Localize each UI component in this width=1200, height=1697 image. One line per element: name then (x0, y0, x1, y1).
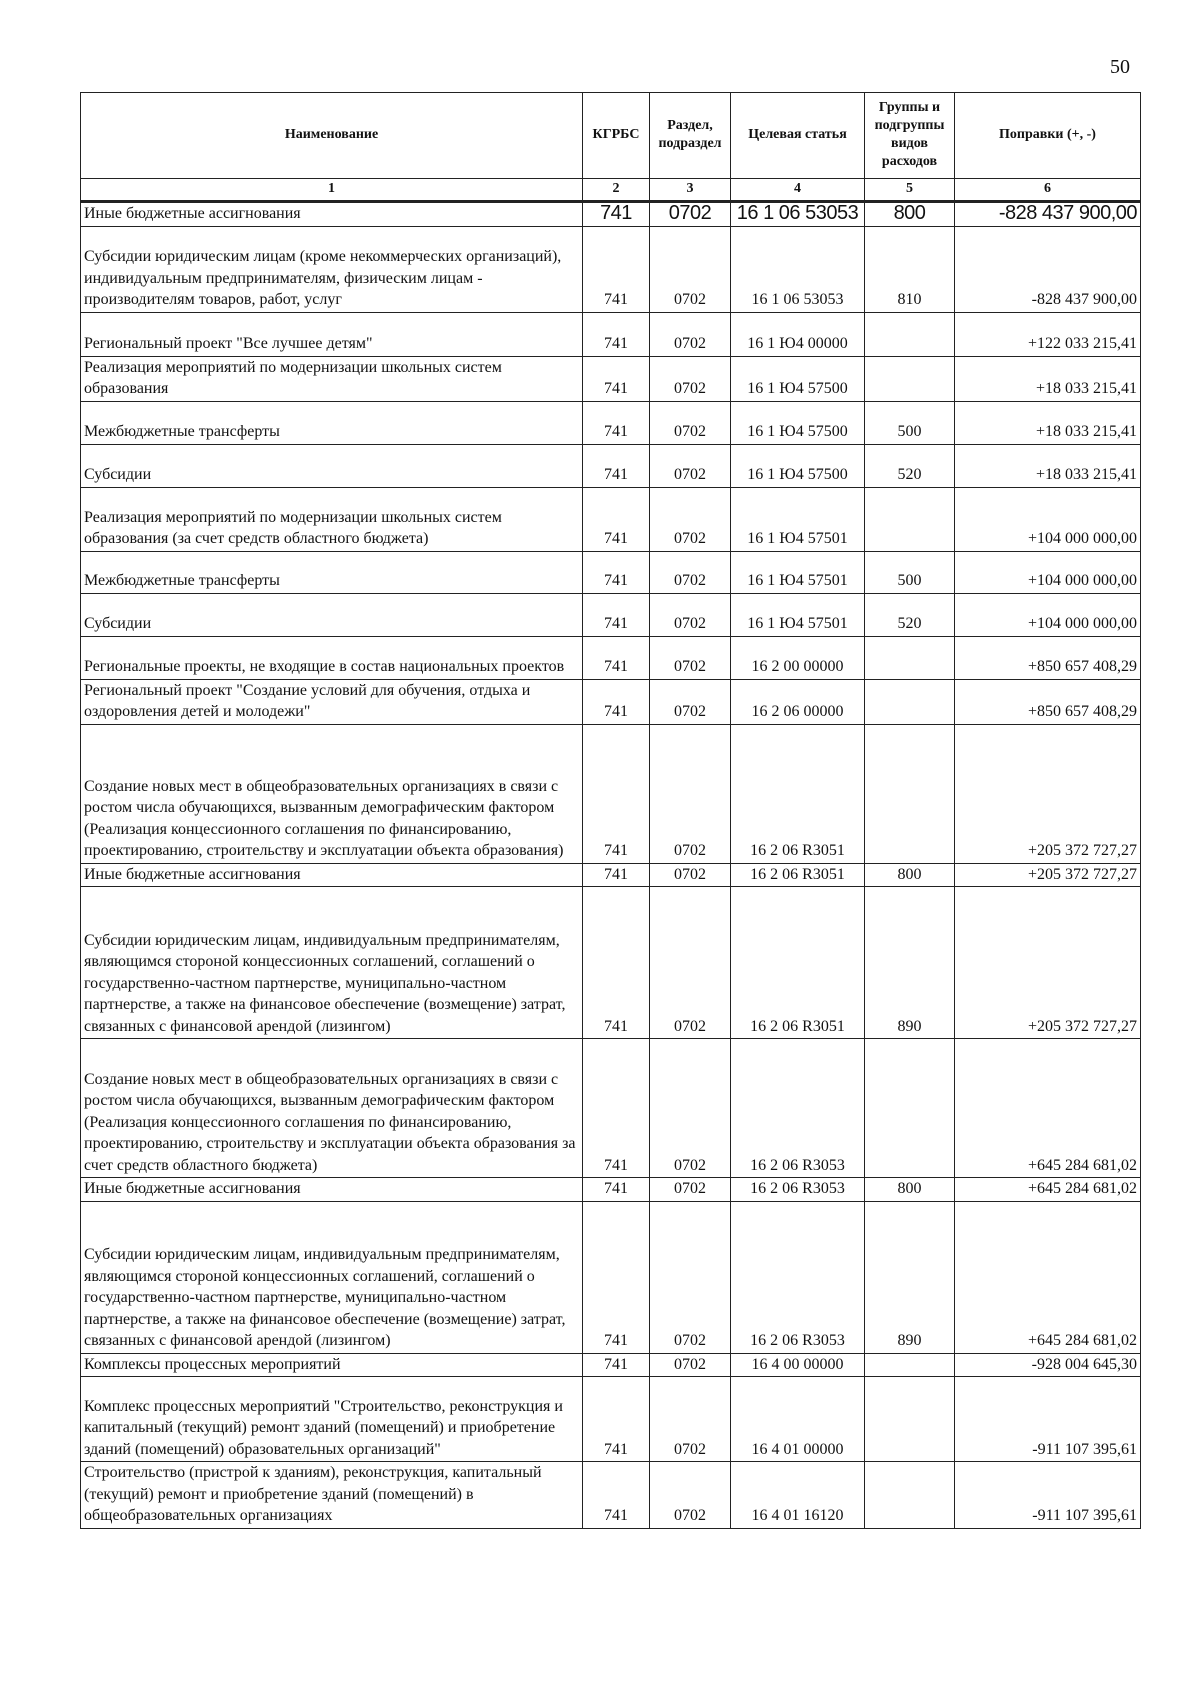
row-kgrbs: 741 (583, 1353, 650, 1377)
row-expense-group (865, 1039, 955, 1178)
table-row (81, 444, 1141, 487)
row-name: Иные бюджетные ассигнования (81, 1178, 583, 1202)
table-row (81, 401, 1141, 444)
table-row (81, 1178, 1141, 1202)
row-section: 0702 (650, 202, 731, 227)
table-row (81, 1462, 1141, 1529)
row-name: Субсидии юридическим лицам, индивидуальным предпринимателям, являющимся стороной концессионных соглашений, соглашений о государственно-частном партнерстве, муниципально-частном партнерстве, а также на финансовое обеспечение (возмещение) затрат, связанных с финансовой арендой (лизингом) (81, 887, 583, 1039)
row-target-article: 16 1 Ю4 57500 (731, 401, 865, 444)
column-index: 1 (81, 179, 583, 202)
row-kgrbs: 741 (583, 1462, 650, 1529)
table-body (81, 202, 1141, 1529)
column-index: 4 (731, 179, 865, 202)
table-row (81, 1353, 1141, 1377)
row-target-article: 16 1 06 53053 (731, 202, 865, 227)
row-amendment-amount: +850 657 408,29 (955, 636, 1141, 679)
row-kgrbs: 741 (583, 551, 650, 593)
header-name: Наименование (81, 93, 583, 179)
row-section: 0702 (650, 887, 731, 1039)
table-row (81, 312, 1141, 356)
row-section: 0702 (650, 1462, 731, 1529)
row-section: 0702 (650, 1377, 731, 1462)
row-name: Региональные проекты, не входящие в состав национальных проектов (81, 636, 583, 679)
row-kgrbs: 741 (583, 636, 650, 679)
row-expense-group: 890 (865, 887, 955, 1039)
row-target-article: 16 4 00 00000 (731, 1353, 865, 1377)
row-amendment-amount: +18 033 215,41 (955, 401, 1141, 444)
row-name: Реализация мероприятий по модернизации школьных систем образования (за счет средств областного бюджета) (81, 487, 583, 551)
header-groups: Группы и подгруппы видов расходов (865, 93, 955, 179)
row-target-article: 16 2 00 00000 (731, 636, 865, 679)
row-kgrbs: 741 (583, 444, 650, 487)
row-amendment-amount: +122 033 215,41 (955, 312, 1141, 356)
row-expense-group: 500 (865, 551, 955, 593)
row-expense-group (865, 356, 955, 401)
row-section: 0702 (650, 593, 731, 636)
table-row (81, 636, 1141, 679)
row-kgrbs: 741 (583, 356, 650, 401)
row-amendment-amount: +645 284 681,02 (955, 1039, 1141, 1178)
row-section: 0702 (650, 724, 731, 863)
row-expense-group: 800 (865, 1178, 955, 1202)
row-target-article: 16 1 Ю4 57501 (731, 487, 865, 551)
row-expense-group (865, 1462, 955, 1529)
column-index: 6 (955, 179, 1141, 202)
row-expense-group: 800 (865, 863, 955, 887)
row-name: Создание новых мест в общеобразовательных организациях в связи с ростом числа обучающихся, вызванным демографическим фактором (Реализация концессионного соглашения по финансированию, проектированию, строительству и эксплуатации объекта образования за счет средств областного бюджета) (81, 1039, 583, 1178)
row-name: Субсидии юридическим лицам (кроме некоммерческих организаций), индивидуальным предпринимателям, физическим лицам - производителям товаров, работ, услуг (81, 226, 583, 312)
row-amendment-amount: +18 033 215,41 (955, 356, 1141, 401)
row-section: 0702 (650, 863, 731, 887)
table-row (81, 887, 1141, 1039)
row-expense-group (865, 636, 955, 679)
row-kgrbs: 741 (583, 202, 650, 227)
row-name: Субсидии (81, 593, 583, 636)
row-expense-group (865, 1377, 955, 1462)
row-amendment-amount: +104 000 000,00 (955, 487, 1141, 551)
table-row (81, 863, 1141, 887)
row-section: 0702 (650, 226, 731, 312)
row-kgrbs: 741 (583, 401, 650, 444)
row-section: 0702 (650, 1039, 731, 1178)
column-index: 5 (865, 179, 955, 202)
row-kgrbs: 741 (583, 1377, 650, 1462)
header-section: Раздел, подраздел (650, 93, 731, 179)
row-kgrbs: 741 (583, 724, 650, 863)
row-target-article: 16 1 Ю4 57500 (731, 356, 865, 401)
row-section: 0702 (650, 679, 731, 724)
header-target: Целевая статья (731, 93, 865, 179)
row-name: Иные бюджетные ассигнования (81, 202, 583, 227)
row-section: 0702 (650, 356, 731, 401)
row-section: 0702 (650, 636, 731, 679)
row-kgrbs: 741 (583, 679, 650, 724)
row-expense-group (865, 312, 955, 356)
row-name: Региональный проект "Создание условий для обучения, отдыха и оздоровления детей и молодежи" (81, 679, 583, 724)
row-target-article: 16 2 06 R3051 (731, 887, 865, 1039)
row-kgrbs: 741 (583, 593, 650, 636)
row-name: Комплекс процессных мероприятий "Строительство, реконструкция и капитальный (текущий) ремонт зданий (помещений) и приобретение зданий (помещений) образовательных организаций" (81, 1377, 583, 1462)
row-kgrbs: 741 (583, 1178, 650, 1202)
table-row (81, 487, 1141, 551)
row-section: 0702 (650, 1201, 731, 1353)
row-name: Строительство (пристрой к зданиям), реконструкция, капитальный (текущий) ремонт и приобретение зданий (помещений) в общеобразовательных организациях (81, 1462, 583, 1529)
row-kgrbs: 741 (583, 1039, 650, 1178)
table-row (81, 1201, 1141, 1353)
row-amendment-amount: +205 372 727,27 (955, 887, 1141, 1039)
row-target-article: 16 2 06 R3053 (731, 1178, 865, 1202)
table-row (81, 593, 1141, 636)
row-amendment-amount: -911 107 395,61 (955, 1377, 1141, 1462)
row-name: Региональный проект "Все лучшее детям" (81, 312, 583, 356)
column-index: 2 (583, 179, 650, 202)
row-name: Межбюджетные трансферты (81, 551, 583, 593)
row-target-article: 16 2 06 R3051 (731, 863, 865, 887)
row-section: 0702 (650, 487, 731, 551)
row-section: 0702 (650, 1178, 731, 1202)
row-amendment-amount: +18 033 215,41 (955, 444, 1141, 487)
row-name: Реализация мероприятий по модернизации школьных систем образования (81, 356, 583, 401)
row-target-article: 16 4 01 00000 (731, 1377, 865, 1462)
row-kgrbs: 741 (583, 887, 650, 1039)
row-amendment-amount: -828 437 900,00 (955, 202, 1141, 227)
row-expense-group: 890 (865, 1201, 955, 1353)
row-expense-group (865, 487, 955, 551)
table-row (81, 1039, 1141, 1178)
row-target-article: 16 1 Ю4 57501 (731, 593, 865, 636)
row-target-article: 16 2 06 R3053 (731, 1039, 865, 1178)
row-section: 0702 (650, 551, 731, 593)
table-row (81, 226, 1141, 312)
row-expense-group: 520 (865, 444, 955, 487)
row-name: Субсидии юридическим лицам, индивидуальным предпринимателям, являющимся стороной концессионных соглашений, соглашений о государственно-частном партнерстве, муниципально-частном партнерстве, а также на финансовое обеспечение (возмещение) затрат, связанных с финансовой арендой (лизингом) (81, 1201, 583, 1353)
table-row (81, 356, 1141, 401)
row-amendment-amount: -828 437 900,00 (955, 226, 1141, 312)
page-number: 50 (1110, 56, 1130, 78)
row-target-article: 16 2 06 R3053 (731, 1201, 865, 1353)
table-row (81, 551, 1141, 593)
header-kgrbs: КГРБС (583, 93, 650, 179)
row-name: Комплексы процессных мероприятий (81, 1353, 583, 1377)
row-amendment-amount: -928 004 645,30 (955, 1353, 1141, 1377)
row-kgrbs: 741 (583, 1201, 650, 1353)
header-row (81, 93, 1141, 179)
row-target-article: 16 2 06 00000 (731, 679, 865, 724)
row-kgrbs: 741 (583, 487, 650, 551)
row-amendment-amount: -911 107 395,61 (955, 1462, 1141, 1529)
row-amendment-amount: +645 284 681,02 (955, 1201, 1141, 1353)
row-name: Межбюджетные трансферты (81, 401, 583, 444)
row-amendment-amount: +645 284 681,02 (955, 1178, 1141, 1202)
column-index: 3 (650, 179, 731, 202)
row-amendment-amount: +104 000 000,00 (955, 593, 1141, 636)
row-expense-group: 500 (865, 401, 955, 444)
row-target-article: 16 1 06 53053 (731, 226, 865, 312)
row-amendment-amount: +104 000 000,00 (955, 551, 1141, 593)
table-row (81, 724, 1141, 863)
table-row (81, 1377, 1141, 1462)
row-kgrbs: 741 (583, 312, 650, 356)
row-target-article: 16 1 Ю4 57500 (731, 444, 865, 487)
column-index-row (81, 179, 1141, 202)
row-expense-group (865, 679, 955, 724)
row-target-article: 16 1 Ю4 00000 (731, 312, 865, 356)
row-expense-group (865, 724, 955, 863)
row-name: Создание новых мест в общеобразовательных организациях в связи с ростом числа обучающихся, вызванным демографическим фактором (Реализация концессионного соглашения по финансированию, проектированию, строительству и эксплуатации объекта образования) (81, 724, 583, 863)
row-target-article: 16 1 Ю4 57501 (731, 551, 865, 593)
row-name: Иные бюджетные ассигнования (81, 863, 583, 887)
row-amendment-amount: +205 372 727,27 (955, 863, 1141, 887)
row-expense-group: 520 (865, 593, 955, 636)
row-expense-group: 810 (865, 226, 955, 312)
row-section: 0702 (650, 401, 731, 444)
row-section: 0702 (650, 312, 731, 356)
row-amendment-amount: +850 657 408,29 (955, 679, 1141, 724)
row-section: 0702 (650, 1353, 731, 1377)
row-target-article: 16 2 06 R3051 (731, 724, 865, 863)
table-row (81, 202, 1141, 227)
row-section: 0702 (650, 444, 731, 487)
budget-amendments-table (80, 92, 1141, 1529)
row-amendment-amount: +205 372 727,27 (955, 724, 1141, 863)
row-kgrbs: 741 (583, 863, 650, 887)
row-target-article: 16 4 01 16120 (731, 1462, 865, 1529)
row-expense-group: 800 (865, 202, 955, 227)
row-expense-group (865, 1353, 955, 1377)
header-amend: Поправки (+, -) (955, 93, 1141, 179)
row-name: Субсидии (81, 444, 583, 487)
table-row (81, 679, 1141, 724)
row-kgrbs: 741 (583, 226, 650, 312)
